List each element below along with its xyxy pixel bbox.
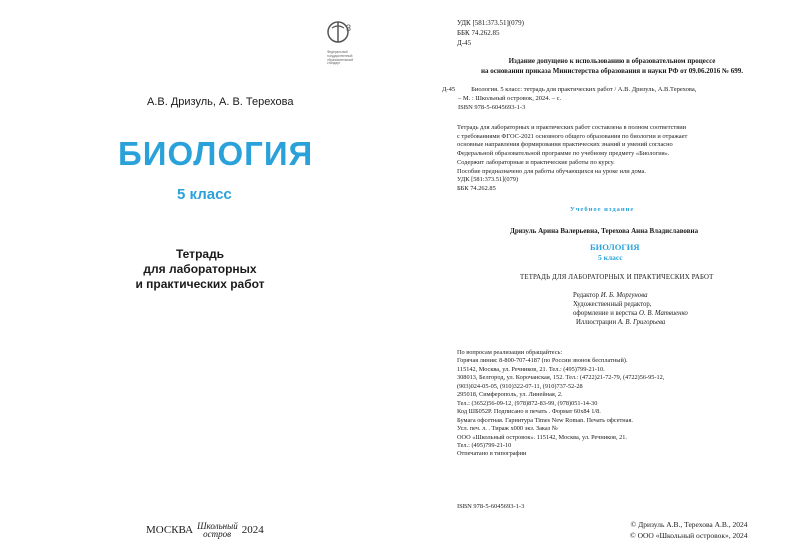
credit-role: оформление и верстка <box>573 310 638 317</box>
credit-name: О. В. Матвиенко <box>639 310 688 317</box>
annotation-line: основные направления формирования практических знаний и умений согласно <box>457 141 673 149</box>
sales-line: Бумага офсетная. Гарнитура Times New Roman. Печать офсетная. <box>457 416 633 424</box>
sales-line: Код ШБ052Р. Подписано в печать . Формат 60х84 1/8. <box>457 408 601 416</box>
publisher-city: МОСКВА <box>146 524 194 536</box>
bbk-line: ББК 74.262.85 <box>457 29 500 37</box>
author-full-names: Дризуль Арина Валерьевна, Терехова Анна Владиславовна <box>510 227 699 235</box>
subtitle-line: Тетрадь <box>175 247 225 261</box>
book-grade: 5 класс <box>177 186 232 203</box>
sales-line: ООО «Школьный островок». 115142, Москва, ул. Речников, 21. <box>457 433 627 441</box>
sales-line: Отпечатано в типографии <box>457 450 527 458</box>
book-authors: А.В. Дризуль, А. В. Терехова <box>147 96 294 108</box>
annotation-line: Федеральной образовательной программе по учебному предмету «Биология». <box>457 150 670 158</box>
credit-line <box>573 318 688 327</box>
imprint-line <box>146 522 264 538</box>
book-subtitle <box>100 247 300 292</box>
annotation <box>457 124 687 194</box>
catalog-line: Биология. 5 класс: тетрадь для практических работ / А.В. Дризуль, А.В.Терехова, <box>471 86 697 93</box>
fgos-text-line: Федеральный <box>327 50 348 54</box>
credit-role: Иллюстрации <box>576 319 617 326</box>
credit-name: А. В. Григорьева <box>617 319 666 326</box>
sales-line: Тел.: (3652)56-09-12, (978)872-83-99, (978)051-14-30 <box>457 399 598 407</box>
fgos-text-line: образовательный <box>327 57 354 62</box>
credit-line <box>573 291 688 300</box>
approval-notice <box>442 56 782 76</box>
annotation-line: Пособие предназначено для работы обучающихся на уроке или дома. <box>457 167 646 175</box>
book-title: БИОЛОГИЯ <box>118 135 314 172</box>
copyright-line: © ООО «Школьный островок», 2024 <box>630 531 748 540</box>
fgos-logo <box>327 18 355 64</box>
svg-text:3: 3 <box>346 23 352 33</box>
copyright <box>630 519 748 541</box>
subtitle-line: и практических работ <box>135 277 265 291</box>
sales-line: (903)024-05-05, (910)322-07-11, (910)737-52-28 <box>457 382 583 390</box>
subtitle-line: для лабораторных <box>143 262 257 276</box>
credit-name: И. Б. Моргунова <box>600 292 648 299</box>
catalog-line: – М. : Школьный островок, 2024. – с. <box>458 95 562 102</box>
credit-line <box>573 309 688 318</box>
sales-line: 115142, Москва, ул. Речников, 21. Тел.: (495)799-21-10. <box>457 365 605 373</box>
imprint-book-grade: 5 класс <box>598 253 623 262</box>
annotation-line: УДК [581:373.51](079) <box>457 176 519 184</box>
sales-line: 295018, Симферополь, ул. Линейная, 2. <box>457 391 563 399</box>
sales-info <box>457 349 664 459</box>
fgos-emblem-icon <box>327 18 355 46</box>
publisher-logo-line: остров <box>203 529 232 539</box>
approval-line: Издание допущено к использованию в образовательном процессе <box>508 57 716 65</box>
catalog-isbn: ISBN 978-5-6045693-1-3 <box>458 104 526 111</box>
publication-year: 2024 <box>241 524 264 536</box>
credits <box>573 291 688 327</box>
sales-line: Горячая линия: 8-800-707-4187 (по России звонок бесплатный). <box>457 357 628 365</box>
publisher-logo-line: Школьный <box>197 521 238 531</box>
publisher-logo <box>197 522 238 538</box>
imprint-book-subtitle: ТЕТРАДЬ ДЛЯ ЛАБОРАТОРНЫХ И ПРАКТИЧЕСКИХ РАБОТ <box>520 274 714 281</box>
credit-role: Редактор <box>573 292 599 299</box>
sales-line: По вопросам реализации обращайтесь: <box>457 349 563 356</box>
imprint-book-title: БИОЛОГИЯ <box>590 242 640 252</box>
isbn: ISBN 978-5-6045693-1-3 <box>457 503 525 510</box>
edition-type: Учебное издание <box>570 206 635 213</box>
catalog-code: Д-45 <box>442 86 456 93</box>
approval-line: на основании приказа Министерства образования и науки РФ от 09.06.2016 № 699. <box>480 67 744 75</box>
annotation-line: с требованиями ФГОС-2021 основного общего образования по биологии и отражает <box>457 132 688 140</box>
author-mark: Д-45 <box>457 39 472 47</box>
sales-line: Усл. печ. л. . Тираж х000 экз. Заказ № <box>457 425 558 433</box>
sales-line: 308013, Белгород, ул. Корочанская, 152. Тел.: (4722)21-72-79, (4722)56-95-12, <box>457 374 665 382</box>
catalog-entry <box>442 85 782 112</box>
fgos-text-line: государственный <box>327 53 353 58</box>
credit-line <box>573 300 688 309</box>
udk-line: УДК [581:373.51](079) <box>457 19 524 27</box>
udk-block <box>457 18 524 48</box>
fgos-text-line: стандарт <box>327 61 341 66</box>
imprint-page <box>400 0 800 553</box>
annotation-line: Содержит лабораторные и практические работы по курсу. <box>457 158 615 166</box>
annotation-line: ББК 74.262.85 <box>457 184 496 192</box>
credit-role: Художественный редактор, <box>573 301 652 308</box>
annotation-line: Тетрадь для лабораторных и практических работ составлена в полном соответствии <box>457 124 687 131</box>
sales-line: Тел.: (495)799-21-10 <box>457 441 512 449</box>
copyright-line: © Дризуль А.В., Терехова А.В., 2024 <box>630 520 748 529</box>
